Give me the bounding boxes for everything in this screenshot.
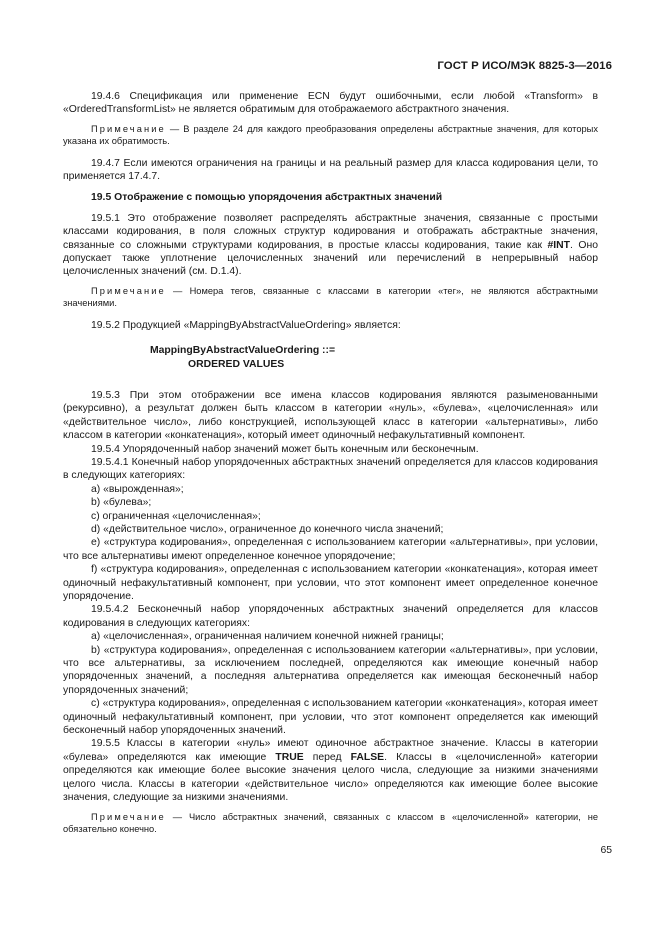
note-label: Примечание — [91, 811, 166, 822]
paragraph-19-5-4-2: 19.5.4.2 Бесконечный набор упорядоченных абстрактных значений определяется для классов кодирования в следующих категориях: — [63, 604, 598, 629]
formula-line-2: ORDERED VALUES — [188, 358, 285, 370]
list-item: c) «структура кодирования», определенная с использованием категории «конкатенация», которая имеет одиночный нефакультативный компонент, при условии, что этот компонент определяется как имеющий бесконечный набор упорядоченных значений. — [63, 698, 598, 737]
note-2 — [63, 285, 598, 310]
list-item: d) «действительное число», ограниченное до конечного числа значений; — [91, 523, 444, 535]
paragraph-19-5-3: 19.5.3 При этом отображении все имена классов кодирования являются разыменованными (рекурсивно), а результат должен быть классом в категории «нуль», «булева», «целочисленная» или «действительное число», либо конструкцией, использующей класс в категории «альтернативы», либо классом в категории «конкатенация», который имеет одиночный нефакультативный компонент. — [63, 389, 598, 442]
text-run: 19.5.1 Это отображение позволяет распределять абстрактные значения, связанные с простыми классами кодирования, в поля сложных структур кодирования и отображать абстрактные значения, связанные со сложными структурами кодирования, в простые классы кодирования, такие как — [63, 212, 598, 251]
paragraph-19-5-2: 19.5.2 Продукцией «MappingByAbstractValueOrdering» является: — [91, 319, 401, 331]
note-1 — [63, 123, 598, 148]
list-item: a) «целочисленная», ограниченная наличием конечной нижней границы; — [91, 631, 444, 643]
paragraph-19-5-4-1: 19.5.4.1 Конечный набор упорядоченных абстрактных значений определяется для классов кодирования в следующих категориях: — [63, 456, 598, 482]
bold-term: #INT — [547, 239, 571, 251]
note-text: Число абстрактных значений, связанных с классом в «целочисленной» категории, не обязательно конечно. — [63, 811, 599, 834]
formula-line-1: MappingByAbstractValueOrdering ::= — [150, 345, 336, 357]
paragraph-19-5-5 — [63, 737, 598, 804]
text-run: перед — [303, 751, 351, 763]
list-item: b) «структура кодирования», определенная с использованием категории «альтернативы», при условии, что все альтернативы, за исключением последней, определяются как имеющие конечный набор упорядоченных значений, а последняя альтернатива определяется как имеющая бесконечный набор упорядоченных значений; — [63, 644, 598, 696]
note-label: Примечание — [91, 123, 166, 134]
page-number: 65 — [600, 845, 612, 856]
text-run: 19.5.5 Классы в категории «нуль» имеют одиночное абстрактное значение. Классы в категории «булева» определяются как имеющие — [63, 738, 598, 763]
production-formula — [63, 344, 598, 371]
finite-categories-list — [63, 483, 598, 604]
infinite-categories-list — [63, 630, 598, 737]
paragraph-19-4-6: 19.4.6 Спецификация или применение ECN будут ошибочными, если любой «Transform» в «OrderedTransformList» не является обратимым для отображаемого абстрактного значения. — [63, 91, 598, 116]
list-item: a) «вырожденная»; — [91, 483, 184, 495]
list-item: c) ограниченная «целочисленная»; — [91, 510, 261, 522]
page-content — [63, 90, 598, 844]
note-label: Примечание — [91, 285, 166, 296]
paragraph-19-4-7: 19.4.7 Если имеются ограничения на границы и на реальный размер для класса кодирования цели, то применяется 17.4.7. — [63, 157, 598, 183]
bold-term: FALSE — [350, 751, 385, 763]
note-dash: — — [165, 285, 190, 296]
paragraph-19-5-4: 19.5.4 Упорядоченный набор значений может быть конечным или бесконечным. — [91, 443, 479, 455]
note-dash: — — [165, 123, 184, 134]
list-item: e) «структура кодирования», определенная с использованием категории «альтернативы», при условии, что все альтернативы имеют определенное конечное упорядочение; — [63, 537, 598, 562]
text-run: . Оно допускает также уплотнение целочисленных значений или перечислений в непрерывный набор целочисленных значений (см. D.1.4). — [63, 239, 598, 278]
list-item: f) «структура кодирования», определенная с использованием категории «конкатенация», которая имеет одиночный нефакультативный компонент, при условии, что этот компонент имеет определенное конечное упорядочение. — [63, 564, 598, 602]
note-text: В разделе 24 для каждого преобразования определены абстрактные значения, для которых указана их обратимость. — [63, 123, 598, 147]
paragraph-19-5-1 — [63, 212, 598, 279]
note-3 — [63, 811, 598, 836]
document-header: ГОСТ Р ИСО/МЭК 8825-3—2016 — [437, 60, 612, 72]
note-dash: — — [165, 811, 189, 822]
bold-term: TRUE — [275, 751, 304, 763]
text-run: . Классы в «целочисленной» категории определяются как имеющие более высокие значения целого числа, следующие за низкими значениями целого числа. Классы в категории «действительное число» определяются как имеющие более высокие значения, следующие за низкими значениями. — [63, 751, 598, 804]
note-text: Номера тегов, связанные с классами в категории «тег», не являются абстрактными значениями. — [63, 285, 598, 309]
section-heading-19-5: 19.5 Отображение с помощью упорядочения абстрактных значений — [91, 192, 443, 204]
list-item: b) «булева»; — [91, 497, 152, 509]
